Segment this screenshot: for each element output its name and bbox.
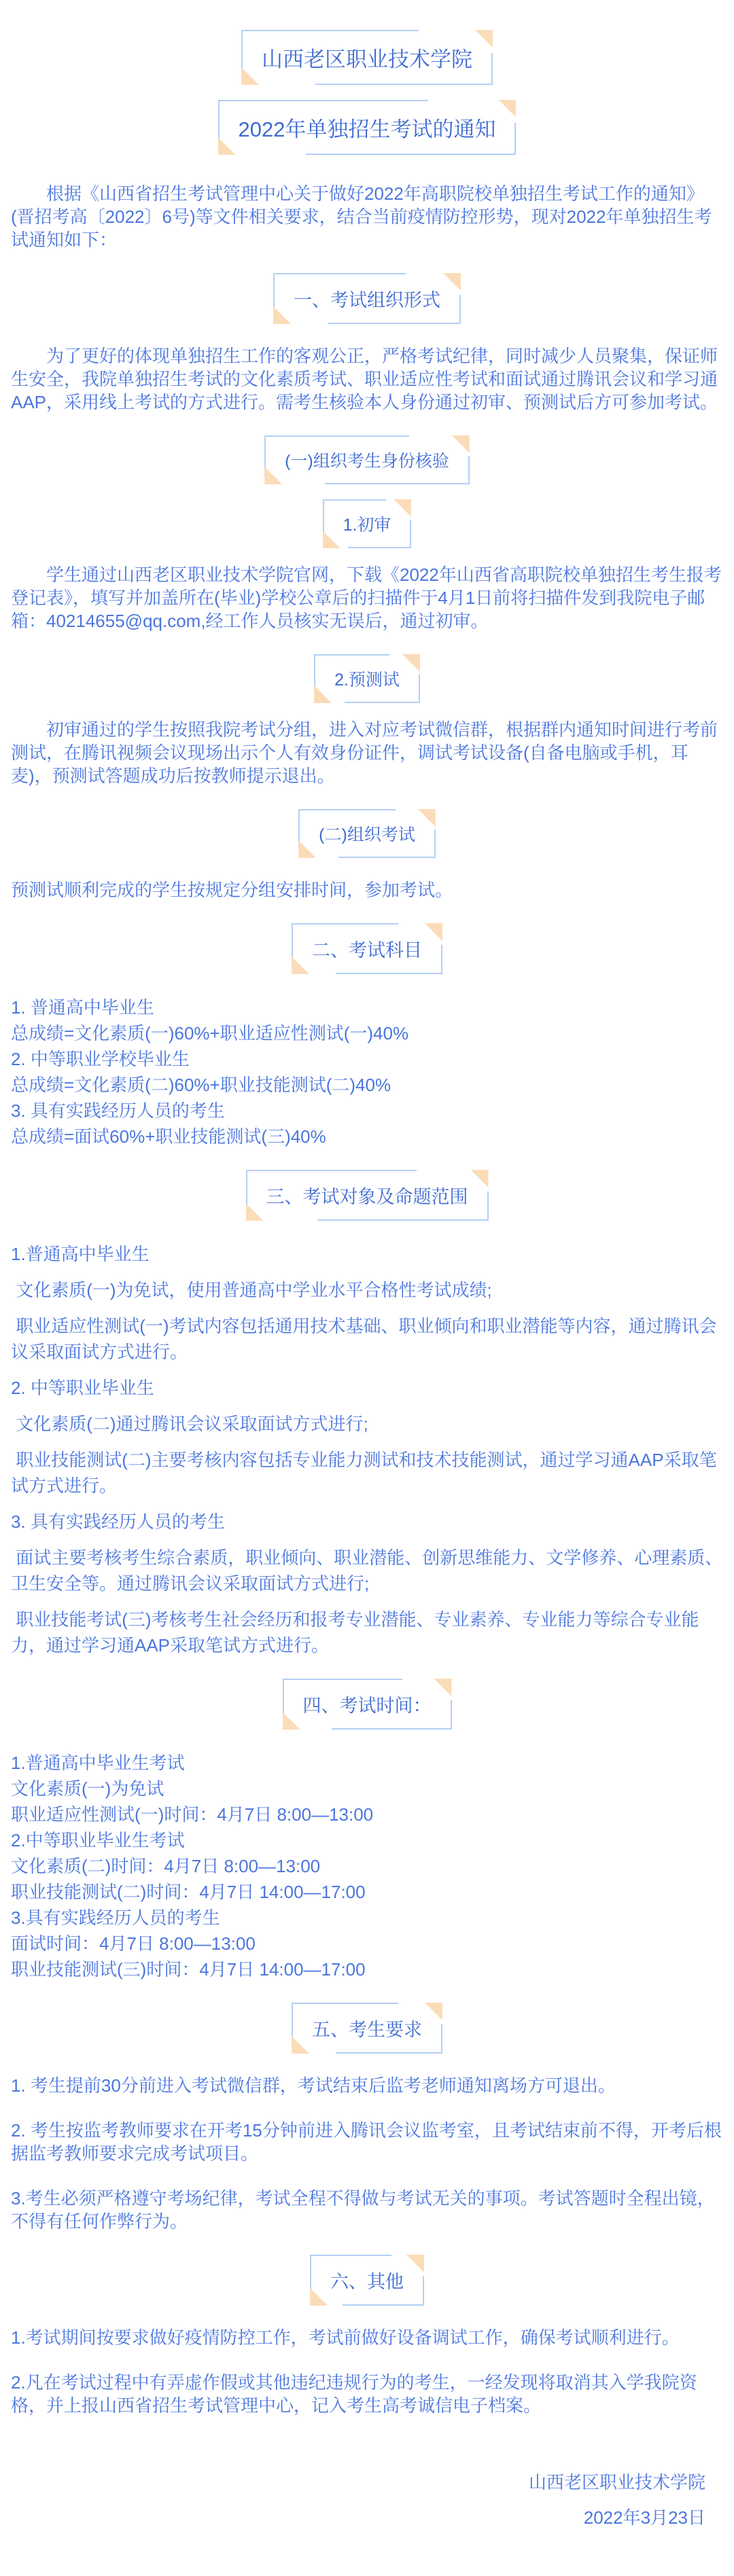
exam-scope-list (11, 1241, 723, 1658)
school-title-badge (241, 30, 493, 85)
list-item: 总成绩=面试60%+职业技能测试(三)40% (11, 1126, 326, 1147)
section6-heading-row (11, 2255, 723, 2306)
section1-overview-paragraph: 为了更好的体现单独招生工作的客观公正，严格考试纪律，同时减少人员聚集，保证师生安全，我院单独招生考试的文化素质考试、职业适应性考试和面试通过腾讯会议和学习通AAP，采用线上考试的方式进行。需考生核验本人身份通过初审、预测试后方可参加考试。 (11, 346, 718, 412)
section5-heading-row (11, 2003, 723, 2054)
section1-sub2-row (11, 809, 723, 858)
footer (11, 2465, 723, 2535)
list-item: 2. 中等职业毕业生 (11, 1378, 154, 1398)
list-item: 职业适应性测试(一)考试内容包括通用技术基础、职业倾向和职业潜能等内容，通过腾讯会议采取面试方式进行。 (11, 1316, 717, 1362)
list-item: 1. 考生提前30分前进入考试微信群，考试结束后监考老师通知离场方可退出。 (11, 2075, 616, 2096)
badge-corner-triangle-tr-icon (475, 30, 493, 48)
badge-corner-triangle-tr-icon (402, 654, 420, 672)
list-item: 3.具有实践经历人员的考生 (11, 1908, 220, 1928)
footer-date: 2022年3月23日 (583, 2507, 705, 2528)
section1-sub2-paragraph: 预测试顺利完成的学生按规定分组安排时间，参加考试。 (11, 880, 453, 900)
badge-corner-triangle-bl-icon (283, 1712, 300, 1730)
badge-corner-triangle-bl-icon (292, 956, 309, 974)
badge-corner-triangle-bl-icon (273, 306, 291, 324)
list-item: 文化素质(二)通过腾讯会议采取面试方式进行; (11, 1414, 368, 1434)
badge-corner-triangle-bl-icon (314, 685, 332, 703)
list-item: 职业技能考试(三)考核考生社会经历和报考专业潜能、专业素养、专业能力等综合专业能力，通过学习通AAP采取笔试方式进行。 (11, 1609, 699, 1656)
badge-corner-triangle-tr-icon (443, 273, 461, 291)
section1-heading-badge (273, 273, 461, 324)
footer-signature: 山西老区职业技术学院 (528, 2472, 705, 2492)
step1-heading-row (11, 499, 723, 548)
list-item: 职业技能测试(二)主要考核内容包括专业能力测试和技术技能测试，通过学习通AAP采取笔试方式进行。 (11, 1450, 717, 1496)
section6-heading-badge (310, 2255, 424, 2306)
badge-corner-triangle-tr-icon (498, 100, 516, 118)
list-item: 1. 普通高中毕业生 (11, 997, 154, 1018)
section2-heading-row (11, 923, 723, 974)
notice-title-row (11, 100, 723, 155)
list-item: 职业技能测试(三)时间：4月7日 14:00—17:00 (11, 1959, 366, 1980)
list-item: 2.中等职业毕业生考试 (11, 1830, 185, 1850)
list-item: 文化素质(一)为免试 (11, 1778, 164, 1799)
section6-heading-label: 六、其他 (330, 2272, 404, 2292)
section1-heading-label: 一、考试组织形式 (294, 290, 440, 310)
notice-title-label: 2022年单独招生考试的通知 (238, 118, 496, 141)
badge-corner-triangle-bl-icon (298, 840, 316, 858)
list-item: 面试时间：4月7日 8:00—13:00 (11, 1933, 256, 1954)
other-notes-list (11, 2326, 723, 2417)
badge-corner-triangle-tr-icon (434, 1679, 452, 1696)
badge-corner-triangle-tr-icon (452, 435, 470, 453)
list-item: 职业适应性测试(一)时间：4月7日 8:00—13:00 (11, 1804, 374, 1825)
school-title-label: 山西老区职业技术学院 (262, 48, 472, 71)
candidate-requirements-list (11, 2074, 723, 2233)
section4-heading-label: 四、考试时间： (302, 1696, 432, 1716)
badge-corner-triangle-bl-icon (292, 2036, 309, 2054)
list-item: 2. 中等职业学校毕业生 (11, 1049, 190, 1069)
list-item: 文化素质(二)时间：4月7日 8:00—13:00 (11, 1856, 321, 1876)
section4-heading-row (11, 1679, 723, 1730)
section1-heading-row (11, 273, 723, 324)
badge-corner-triangle-tr-icon (418, 809, 436, 827)
list-item: 3. 具有实践经历人员的考生 (11, 1101, 225, 1121)
badge-corner-triangle-bl-icon (241, 67, 259, 85)
exam-subjects-list (11, 995, 723, 1149)
section1-sub1-label: (一)组织考生身份核验 (285, 452, 449, 471)
exam-schedule-list (11, 1750, 723, 1982)
list-item: 总成绩=文化素质(一)60%+职业适应性测试(一)40% (11, 1023, 409, 1043)
section5-heading-label: 五、考生要求 (312, 2020, 422, 2040)
step1-body-paragraph: 学生通过山西老区职业技术学院官网，下载《2022年山西省高职院校单独招生考生报考登记表》，填写并加盖所在(毕业)学校公章后的扫描件于4月1日前将扫描件发到我院电子邮箱：40214655@qq.com,经工作人员核实无误后，通过初审。 (11, 565, 722, 631)
section1-sub2-label: (二)组织考试 (319, 825, 415, 844)
badge-corner-triangle-tr-icon (425, 923, 442, 941)
badge-corner-triangle-tr-icon (406, 2255, 424, 2272)
intro-paragraph: 根据《山西省招生考试管理中心关于做好2022年高职院校单独招生考试工作的通知》(晋招考高〔2022〕6号)等文件相关要求，结合当前疫情防控形势，现对2022年单独招生考试通知如下： (11, 183, 712, 250)
list-item: 1.普通高中毕业生考试 (11, 1753, 185, 1773)
list-item: 3. 具有实践经历人员的考生 (11, 1511, 225, 1532)
notice-title-badge (218, 100, 517, 155)
list-item: 2.凡在考试过程中有弄虚作假或其他违纪违规行为的考生，一经发现将取消其入学我院资格，并上报山西省招生考试管理中心，记入考生高考诚信电子档案。 (11, 2372, 697, 2416)
section4-heading-badge (283, 1679, 452, 1730)
badge-corner-triangle-tr-icon (471, 1170, 489, 1187)
step1-heading-label: 1.初审 (343, 516, 391, 535)
badge-corner-triangle-bl-icon (323, 531, 340, 548)
badge-corner-triangle-tr-icon (425, 2003, 442, 2020)
list-item: 文化素质(一)为免试，使用普通高中学业水平合格性考试成绩; (11, 1280, 492, 1300)
section3-heading-row (11, 1170, 723, 1221)
list-item: 职业技能测试(二)时间：4月7日 14:00—17:00 (11, 1882, 366, 1902)
badge-corner-triangle-bl-icon (246, 1203, 264, 1221)
badge-corner-triangle-bl-icon (264, 467, 282, 484)
step2-heading-badge (314, 654, 420, 703)
badge-corner-triangle-bl-icon (218, 137, 236, 155)
section2-heading-label: 二、考试科目 (312, 940, 422, 961)
section1-sub1-row (11, 435, 723, 484)
list-item: 2. 考生按监考教师要求在开考15分钟前进入腾讯会议监考室，且考试结束前不得，开考后根据监考教师要求完成考试项目。 (11, 2120, 722, 2164)
section1-sub1-badge (264, 435, 470, 484)
badge-corner-triangle-bl-icon (310, 2288, 328, 2306)
section2-heading-badge (292, 923, 442, 974)
badge-corner-triangle-tr-icon (394, 499, 411, 517)
list-item: 1.考试期间按要求做好疫情防控工作，考试前做好设备调试工作，确保考试顺利进行。 (11, 2327, 680, 2348)
step2-heading-label: 2.预测试 (334, 670, 400, 690)
step2-body-paragraph: 初审通过的学生按照我院考试分组，进入对应考试微信群，根据群内通知时间进行考前测试，在腾讯视频会议现场出示个人有效身份证件，调试考试设备(自备电脑或手机，耳麦)，预测试答题成功后按教师提示退出。 (11, 719, 718, 786)
step2-heading-row (11, 654, 723, 703)
section1-sub2-badge (298, 809, 436, 858)
section3-heading-badge (246, 1170, 489, 1221)
list-item: 面试主要考核考生综合素质，职业倾向、职业潜能、创新思维能力、文学修养、心理素质、卫生安全等。通过腾讯会议采取面试方式进行; (11, 1548, 723, 1594)
step1-heading-badge (323, 499, 412, 548)
school-title-row (11, 30, 723, 85)
list-item: 1.普通高中毕业生 (11, 1244, 150, 1264)
section5-heading-badge (292, 2003, 442, 2054)
list-item: 总成绩=文化素质(二)60%+职业技能测试(二)40% (11, 1075, 391, 1095)
list-item: 3.考生必须严格遵守考场纪律，考试全程不得做与考试无关的事项。考试答题时全程出镜，不得有任何作弊行为。 (11, 2188, 715, 2232)
section3-heading-label: 三、考试对象及命题范围 (266, 1187, 468, 1207)
